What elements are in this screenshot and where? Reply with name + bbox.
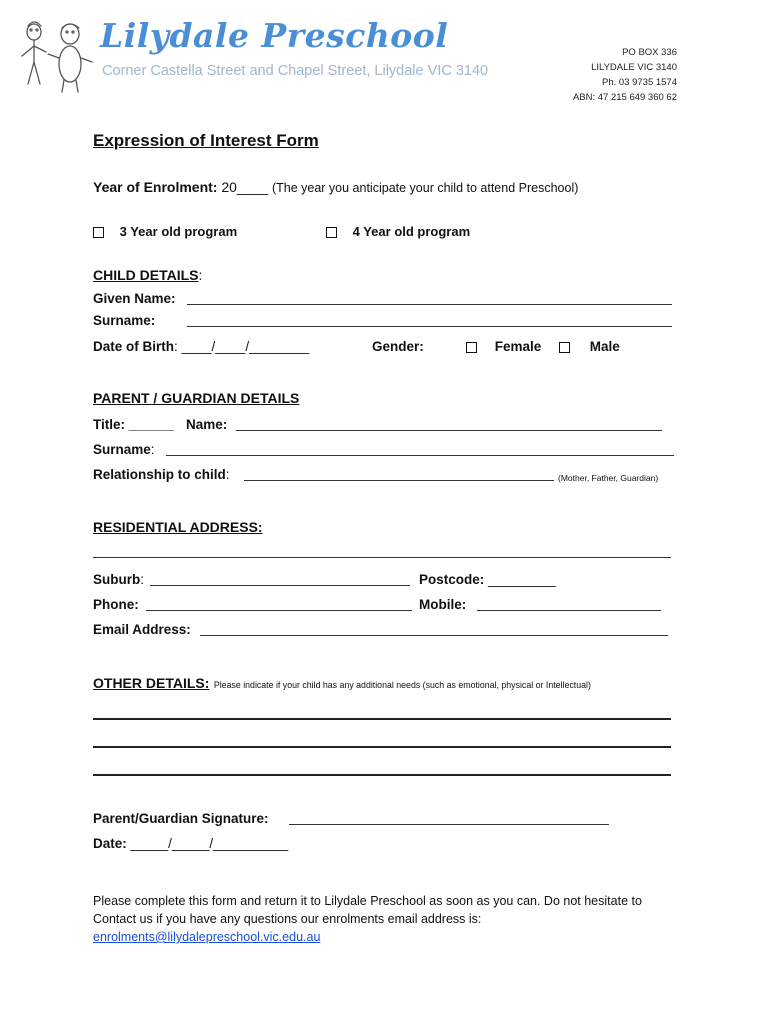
- enrolments-email-link[interactable]: enrolments@lilydalepreschool.vic.edu.au: [93, 930, 321, 944]
- address-line: Ph. 03 9735 1574: [601, 77, 677, 88]
- parent-details-heading: PARENT / GUARDIAN DETAILS: [93, 390, 300, 406]
- footer-text: Please complete this form and return it to Lilydale Preschool as soon as you can. Do not hesitate to Contact us if you have any questions our enrolments email address is:: [93, 894, 642, 926]
- gender-label: Gender:: [372, 339, 424, 354]
- suburb-colon: :: [140, 572, 145, 587]
- gender-female-option[interactable]: [466, 339, 541, 354]
- parent-surname-colon: :: [150, 442, 155, 457]
- brand-address: Corner Castella Street and Chapel Street, Lilydale VIC 3140: [102, 63, 489, 79]
- other-details-line-2[interactable]: [93, 746, 671, 748]
- checkbox-male[interactable]: [559, 342, 570, 353]
- form-title: Expression of Interest Form: [93, 131, 319, 150]
- child-details-heading: [93, 267, 202, 283]
- mobile-label: Mobile:: [419, 597, 467, 612]
- address-line-field[interactable]: [93, 557, 671, 558]
- gender-male-option[interactable]: [559, 339, 620, 354]
- parent-title-field[interactable]: Title: ______: [93, 417, 174, 432]
- brand-title: Lilydale Preschool: [100, 16, 449, 55]
- preschool-logo-drawing: [14, 18, 96, 94]
- date-field[interactable]: _____/_____/__________: [130, 836, 289, 851]
- relationship-hint: (Mother, Father, Guardian): [558, 473, 659, 483]
- suburb-line[interactable]: [150, 585, 410, 586]
- parent-name-label: Name:: [186, 417, 228, 432]
- checkbox-4-year[interactable]: [326, 227, 337, 238]
- other-details-row: [93, 675, 591, 693]
- suburb-label: Suburb: [93, 572, 141, 587]
- other-details-line-1[interactable]: [93, 718, 671, 720]
- given-name-line[interactable]: [187, 304, 672, 305]
- postcode-label: Postcode:: [419, 572, 485, 587]
- year-row: [93, 179, 578, 195]
- other-details-heading: OTHER DETAILS:: [93, 675, 210, 691]
- parent-surname-row: [93, 442, 155, 457]
- footer-instructions: [93, 892, 673, 946]
- phone-label: Phone:: [93, 597, 139, 612]
- mobile-line[interactable]: [477, 610, 661, 611]
- program-4-option[interactable]: [326, 224, 470, 239]
- address-line: PO BOX 336: [622, 47, 677, 58]
- dob-label: Date of Birth: [93, 339, 174, 354]
- parent-name-line[interactable]: [236, 430, 662, 431]
- signature-label: Parent/Guardian Signature:: [93, 811, 269, 826]
- male-label: Male: [589, 339, 620, 354]
- other-details-note: Please indicate if your child has any additional needs (such as emotional, physical or Intellectual): [213, 680, 591, 690]
- year-note: (The year you anticipate your child to attend Preschool): [271, 181, 579, 195]
- child-heading-colon: :: [198, 267, 203, 283]
- checkbox-3-year[interactable]: [93, 227, 104, 238]
- email-label: Email Address:: [93, 622, 191, 637]
- child-surname-line[interactable]: [187, 326, 672, 327]
- relationship-colon: :: [225, 467, 230, 482]
- email-line[interactable]: [200, 635, 668, 636]
- address-line: LILYDALE VIC 3140: [591, 62, 677, 73]
- parent-surname-label: Surname: [93, 442, 151, 457]
- relationship-label: Relationship to child: [93, 467, 226, 482]
- child-heading-text: CHILD DETAILS: [93, 267, 199, 283]
- relationship-line[interactable]: [244, 480, 554, 481]
- checkbox-female[interactable]: [466, 342, 477, 353]
- program-4-label: 4 Year old program: [352, 224, 471, 239]
- year-label: Year of Enrolment:: [93, 179, 218, 195]
- year-field[interactable]: 20____: [221, 179, 269, 195]
- postcode-field[interactable]: _________: [488, 572, 556, 587]
- child-surname-label: Surname:: [93, 313, 156, 328]
- date-label: Date:: [93, 836, 127, 851]
- suburb-row: [93, 572, 144, 587]
- other-details-line-3[interactable]: [93, 774, 671, 776]
- date-row[interactable]: [93, 836, 288, 851]
- postal-address: [573, 45, 677, 105]
- given-name-label: Given Name:: [93, 291, 176, 306]
- postcode-row[interactable]: [419, 572, 556, 587]
- parent-surname-line[interactable]: [166, 455, 674, 456]
- female-label: Female: [494, 339, 542, 354]
- program-3-option[interactable]: [93, 224, 237, 239]
- residential-heading: RESIDENTIAL ADDRESS:: [93, 519, 263, 535]
- phone-line[interactable]: [146, 610, 412, 611]
- relationship-row: [93, 467, 230, 482]
- signature-line[interactable]: [289, 824, 609, 825]
- program-3-label: 3 Year old program: [119, 224, 238, 239]
- address-line: ABN: 47 215 649 360 62: [572, 92, 677, 103]
- dob-row[interactable]: [93, 339, 309, 354]
- dob-field[interactable]: : ____/____/________: [174, 339, 310, 354]
